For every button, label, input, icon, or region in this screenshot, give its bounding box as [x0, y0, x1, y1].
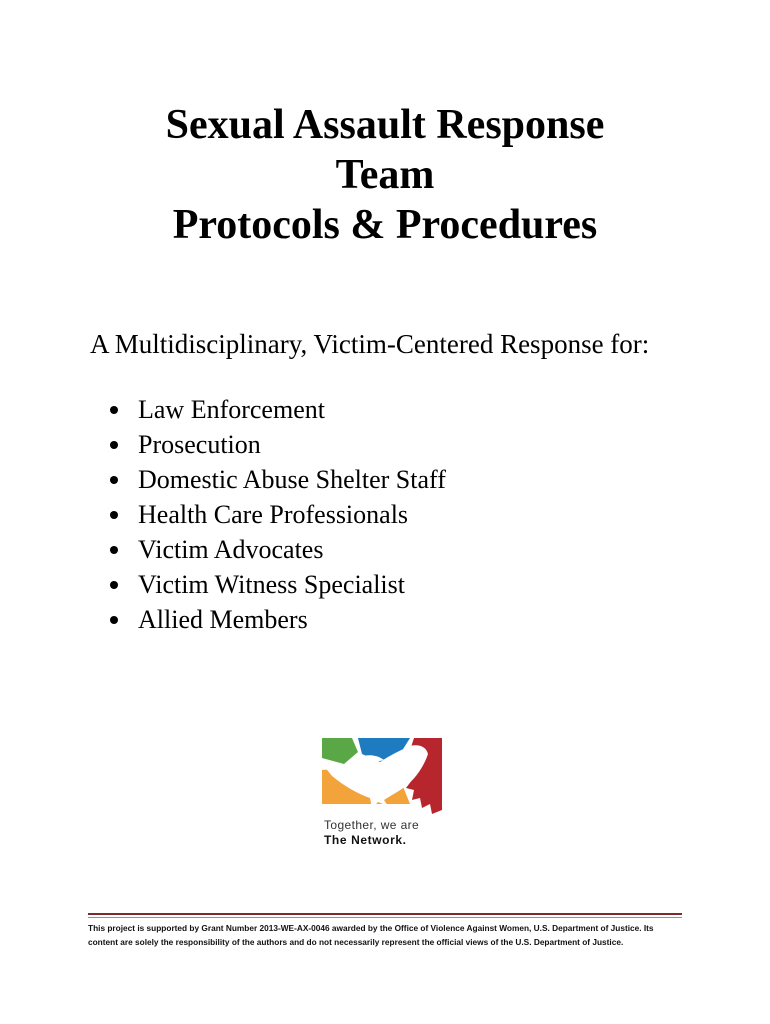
list-item: [108, 602, 446, 637]
logo-tagline-line-2: The Network.: [324, 833, 407, 847]
footer-divider-thin: [88, 917, 682, 918]
title-line-2: Team: [335, 152, 435, 198]
grant-disclaimer: This project is supported by Grant Number 2013-WE-AX-0046 awarded by the Office of Violence Against Women, U.S. Department of Justice. Its content are solely the responsibility of the authors and do not necessarily represent the official views of the U.S. Department of Justice.: [88, 923, 654, 947]
document-subtitle: A Multidisciplinary, Victim-Centered Response for:: [90, 329, 650, 359]
list-item: [108, 427, 446, 462]
bullet-icon: [110, 581, 118, 589]
bullet-icon: [110, 546, 118, 554]
bullet-icon: [110, 441, 118, 449]
list-item-label: Health Care Professionals: [138, 500, 409, 529]
list-item-label: Allied Members: [138, 605, 308, 634]
audience-list: [108, 392, 446, 637]
logo-tagline-line-1: Together, we are: [324, 818, 420, 832]
list-item: [108, 532, 446, 567]
network-logo: [318, 732, 448, 882]
list-item: [108, 462, 446, 497]
title-line-3: Protocols & Procedures: [172, 202, 598, 248]
list-item-label: Prosecution: [138, 430, 261, 459]
list-item-label: Victim Advocates: [138, 535, 324, 564]
bullet-icon: [110, 476, 118, 484]
bullet-icon: [110, 616, 118, 624]
list-item: [108, 567, 446, 602]
bullet-icon: [110, 511, 118, 519]
list-item: [108, 497, 446, 532]
title-line-1: Sexual Assault Response: [165, 102, 605, 148]
list-item-label: Victim Witness Specialist: [138, 570, 405, 599]
list-item-label: Law Enforcement: [138, 395, 325, 424]
bullet-icon: [110, 406, 118, 414]
footer-divider: [88, 913, 682, 915]
document-title: [0, 100, 770, 250]
list-item-label: Domestic Abuse Shelter Staff: [138, 465, 446, 494]
dove-logo-icon: [318, 732, 448, 814]
list-item: [108, 392, 446, 427]
